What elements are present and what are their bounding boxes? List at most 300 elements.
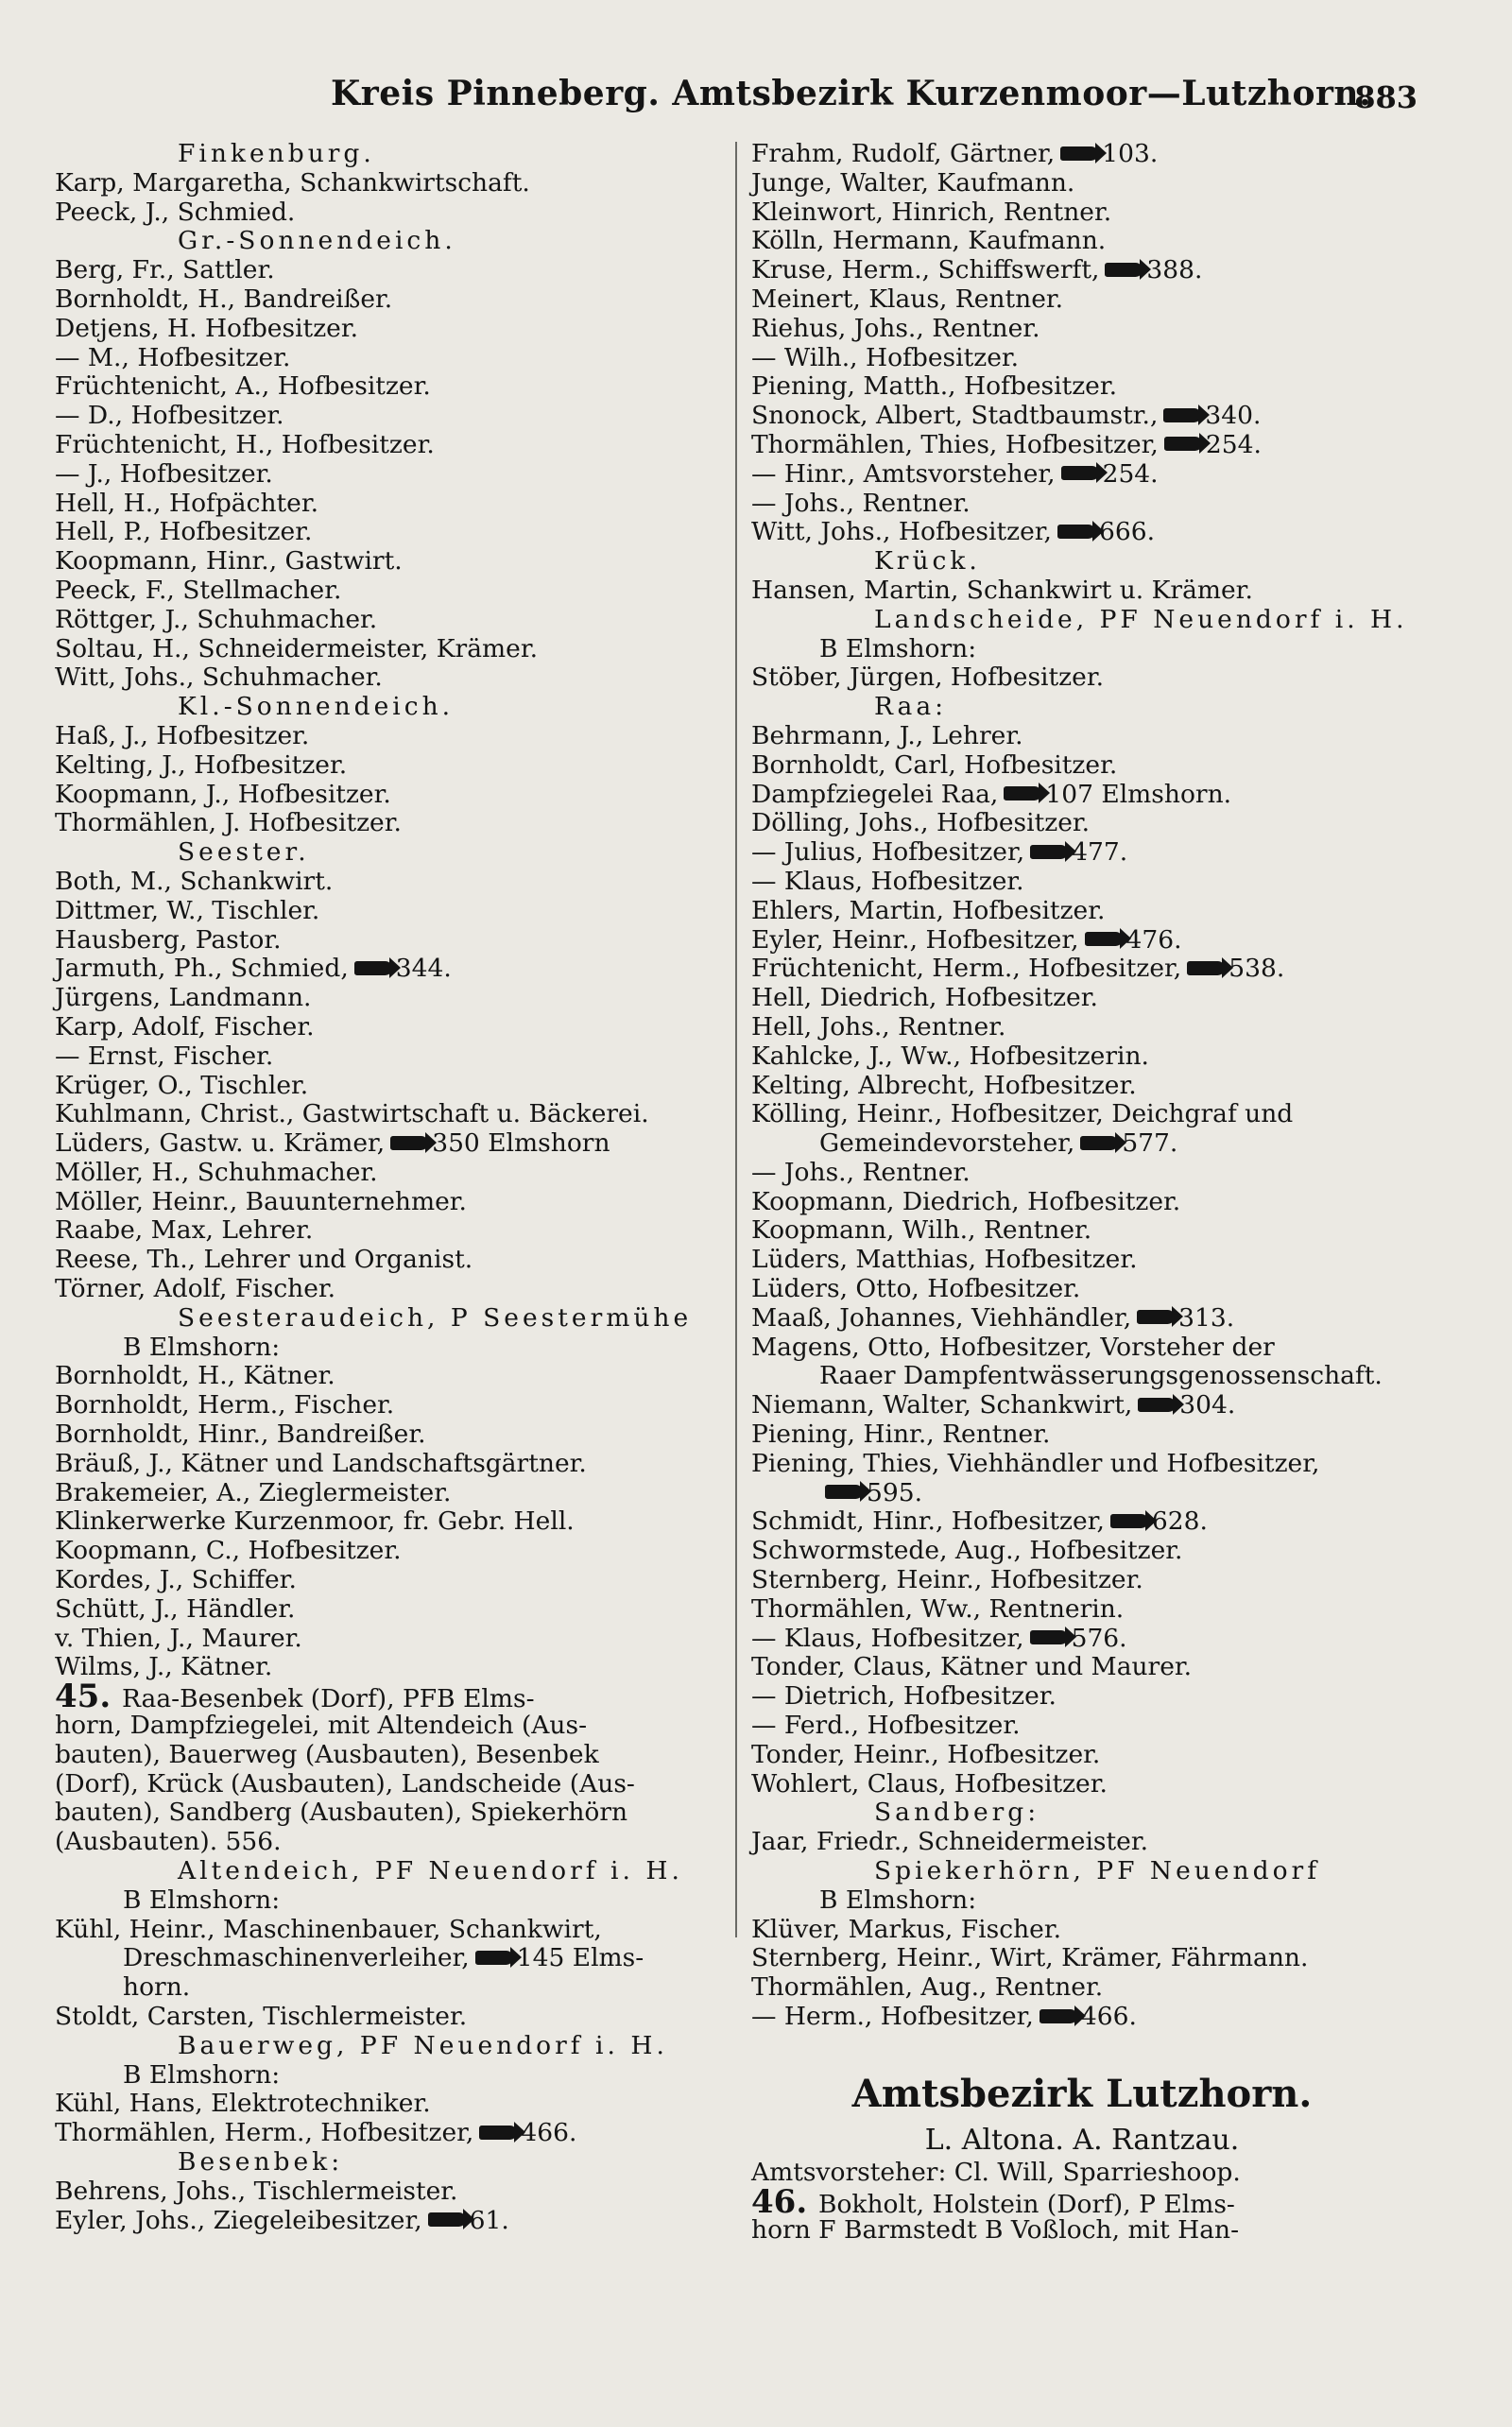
entry-text: Sternberg, Heinr., Wirt, Krämer, Fährmann.	[751, 1943, 1309, 1973]
directory-entry	[55, 635, 707, 664]
telephone-icon	[390, 1136, 428, 1150]
entry-text: Karp, Adolf, Fischer.	[55, 1011, 315, 1041]
directory-entry	[751, 1507, 1413, 1537]
place-heading	[751, 1799, 1413, 1828]
telephone-icon	[1030, 845, 1068, 859]
directory-entry	[751, 722, 1413, 751]
phone-number: 344.	[395, 954, 452, 984]
entry-text: Peeck, F., Stellmacher.	[55, 575, 342, 605]
page-number: 883	[1354, 79, 1418, 115]
entry-text: Kölln, Hermann, Kaufmann.	[751, 226, 1107, 256]
telephone-icon	[354, 961, 392, 975]
entry-text: Berg, Fr., Sattler.	[55, 255, 275, 285]
phone-number: 350 Elmshorn	[432, 1128, 610, 1159]
entry-text: — Ernst, Fischer.	[55, 1041, 274, 1071]
entry-text: Piening, Matth., Hofbesitzer.	[751, 371, 1118, 402]
directory-entry	[55, 1072, 707, 1101]
phone-number: 628.	[1151, 1506, 1208, 1537]
directory-entry	[751, 1741, 1413, 1770]
entry-text: — Wilh., Hofbesitzer.	[751, 342, 1020, 372]
entry-text: Kahlcke, J., Ww., Hofbesitzerin.	[751, 1041, 1149, 1071]
entry-text: Thormählen, J. Hofbesitzer.	[55, 808, 402, 838]
directory-entry	[751, 1973, 1413, 2003]
entry-text: Bornholdt, Herm., Fischer.	[55, 1390, 395, 1420]
entry-text: Stoldt, Carsten, Tischlermeister.	[55, 2002, 468, 2031]
entry-text: Lüders, Gastw. u. Krämer,	[55, 1128, 386, 1159]
directory-entry	[55, 344, 707, 373]
entry-text: Niemann, Walter, Schankwirt,	[751, 1390, 1133, 1420]
directory-entry	[751, 751, 1413, 781]
directory-entry	[55, 490, 707, 519]
entry-text: Hell, Diedrich, Hofbesitzer.	[751, 983, 1098, 1013]
entry-text: Thormählen, Ww., Rentnerin.	[751, 1593, 1125, 1624]
entry-text: Röttger, J., Schuhmacher.	[55, 604, 378, 634]
directory-entry	[751, 1625, 1413, 1654]
entry-text: Besenbek:	[178, 2146, 344, 2177]
phone-number: 466.	[521, 2118, 577, 2148]
entry-text: Schütt, J., Händler.	[55, 1593, 296, 1624]
directory-entry	[751, 285, 1413, 315]
directory-entry	[751, 490, 1413, 519]
entry-text: Klinkerwerke Kurzenmoor, fr. Gebr. Hell.	[55, 1506, 575, 1537]
directory-entry	[55, 518, 707, 547]
place-heading	[751, 693, 1413, 722]
phone-number: 577.	[1122, 1128, 1178, 1159]
entry-text: Piening, Thies, Viehhändler und Hofbesitzer,	[751, 1448, 1320, 1478]
entry-text: Thormählen, Aug., Rentner.	[751, 1972, 1104, 2003]
directory-entry	[751, 198, 1413, 228]
directory-entry	[751, 1042, 1413, 1072]
phone-number: 107 Elmshorn.	[1045, 779, 1232, 809]
entry-text: Karp, Margaretha, Schankwirtschaft.	[55, 167, 530, 198]
directory-entry	[55, 1275, 707, 1304]
telephone-icon	[479, 2126, 517, 2140]
place-heading	[55, 1304, 707, 1334]
directory-entry	[55, 1625, 707, 1654]
directory-entry	[751, 256, 1413, 285]
entry-text: Dampfziegelei Raa,	[751, 779, 999, 809]
telephone-icon	[1187, 961, 1225, 975]
entry-text: — Johs., Rentner.	[751, 488, 971, 518]
directory-entry	[55, 1362, 707, 1391]
phone-number: 304.	[1179, 1390, 1236, 1420]
directory-entry	[751, 1362, 1413, 1391]
entry-text: Koopmann, Diedrich, Hofbesitzer.	[751, 1186, 1181, 1216]
district-number: 46.	[751, 2182, 818, 2221]
directory-entry	[55, 372, 707, 402]
phone-number: 61.	[469, 2205, 509, 2235]
directory-entry	[751, 1828, 1413, 1857]
directory-entry	[55, 1450, 707, 1479]
directory-entry	[55, 2003, 707, 2032]
directory-entry	[751, 1391, 1413, 1420]
directory-entry	[55, 460, 707, 490]
phone-number: 538.	[1228, 954, 1285, 984]
directory-entry	[55, 547, 707, 577]
directory-entry	[55, 169, 707, 198]
entry-text: Kühl, Heinr., Maschinenbauer, Schankwirt,	[55, 1914, 602, 1944]
directory-entry	[751, 1188, 1413, 1217]
directory-entry	[55, 2061, 707, 2091]
directory-entry	[751, 169, 1413, 198]
directory-entry	[751, 315, 1413, 344]
directory-entry	[55, 722, 707, 751]
right-column	[751, 140, 1413, 2246]
directory-entry	[55, 2177, 707, 2207]
directory-entry	[751, 577, 1413, 606]
entry-text: Witt, Johs., Schuhmacher.	[55, 663, 383, 693]
directory-entry	[55, 868, 707, 897]
directory-entry	[751, 1450, 1413, 1479]
entry-text: Hell, P., Hofbesitzer.	[55, 517, 313, 547]
phone-number: 477.	[1072, 837, 1128, 868]
entry-text: Behrmann, J., Lehrer.	[751, 720, 1023, 750]
directory-entry	[751, 955, 1413, 984]
entry-text: Schmidt, Hinr., Hofbesitzer,	[751, 1506, 1105, 1537]
entry-text: Krüger, O., Tischler.	[55, 1070, 309, 1100]
place-heading	[55, 140, 707, 169]
phone-number: 666.	[1098, 517, 1155, 547]
entry-text: Krück.	[874, 546, 981, 577]
directory-entry	[55, 1537, 707, 1566]
entry-text: Früchtenicht, A., Hofbesitzer.	[55, 371, 431, 402]
directory-entry	[55, 663, 707, 693]
directory-entry	[751, 402, 1413, 431]
directory-entry	[751, 663, 1413, 693]
entry-text: Jürgens, Landmann.	[55, 983, 312, 1013]
telephone-icon	[825, 1485, 863, 1499]
entry-text: Tonder, Claus, Kätner und Maurer.	[751, 1652, 1193, 1682]
entry-text: — M., Hofbesitzer.	[55, 342, 291, 372]
entry-text: B Elmshorn:	[123, 1332, 281, 1362]
entry-text: Snonock, Albert, Stadtbaumstr.,	[751, 401, 1159, 431]
entry-text: Witt, Johs., Hofbesitzer,	[751, 517, 1052, 547]
entry-text: Möller, Heinr., Bauunternehmer.	[55, 1186, 467, 1216]
directory-entry	[751, 460, 1413, 490]
entry-text: horn, Dampfziegelei, mit Altendeich (Aus-	[55, 1711, 588, 1741]
directory-entry	[751, 897, 1413, 926]
directory-entry	[751, 1770, 1413, 1799]
phone-number: 388.	[1146, 255, 1203, 285]
directory-entry	[55, 577, 707, 606]
entry-text: B Elmshorn:	[123, 1885, 281, 1915]
entry-text: Detjens, H. Hofbesitzer.	[55, 313, 359, 343]
directory-entry	[751, 1072, 1413, 1101]
entry-text: (Dorf), Krück (Ausbauten), Landscheide (Aus-	[55, 1768, 635, 1799]
entry-text: Raaer Dampfentwässerungsgenossenschaft.	[819, 1361, 1383, 1391]
entry-text: Amtsvorsteher: Cl. Will, Sparrieshoop.	[751, 2157, 1241, 2187]
entry-text: Seester.	[178, 837, 310, 868]
phone-number: 340.	[1205, 401, 1262, 431]
entry-text: — Klaus, Hofbesitzer,	[751, 1623, 1024, 1653]
entry-text: Früchtenicht, Herm., Hofbesitzer,	[751, 954, 1182, 984]
directory-entry	[751, 635, 1413, 664]
entry-text: bauten), Bauerweg (Ausbauten), Besenbek	[55, 1739, 599, 1769]
entry-text: Koopmann, C., Hofbesitzer.	[55, 1536, 402, 1566]
directory-entry	[55, 781, 707, 810]
entry-text: Kruse, Herm., Schiffswerft,	[751, 255, 1100, 285]
entry-text: Thormählen, Herm., Hofbesitzer,	[55, 2118, 474, 2148]
entry-text: — Herm., Hofbesitzer,	[751, 2002, 1034, 2031]
telephone-icon	[1004, 786, 1041, 800]
directory-entry	[55, 1828, 707, 1857]
directory-entry	[55, 198, 707, 228]
entry-text: Törner, Adolf, Fischer.	[55, 1274, 336, 1304]
directory-entry	[751, 518, 1413, 547]
directory-entry	[751, 781, 1413, 810]
telephone-icon	[1105, 263, 1143, 277]
entry-text: Tonder, Heinr., Hofbesitzer.	[751, 1739, 1101, 1769]
entry-text: Kleinwort, Hinrich, Rentner.	[751, 197, 1112, 227]
entry-text: Kl.-Sonnendeich.	[178, 692, 455, 722]
directory-entry	[751, 838, 1413, 868]
directory-entry	[55, 1159, 707, 1188]
directory-entry	[751, 1246, 1413, 1275]
directory-entry	[55, 751, 707, 781]
entry-text: Koopmann, Wilh., Rentner.	[751, 1215, 1092, 1246]
directory-entry	[751, 227, 1413, 256]
directory-entry	[55, 1391, 707, 1420]
directory-entry	[55, 1246, 707, 1275]
telephone-icon	[1085, 932, 1123, 946]
directory-entry	[55, 1420, 707, 1450]
directory-entry	[55, 1770, 707, 1799]
directory-entry	[751, 1479, 1413, 1508]
phone-number: 476.	[1125, 924, 1182, 955]
directory-entry	[751, 1653, 1413, 1682]
entry-text: Peeck, J., Schmied.	[55, 197, 296, 227]
directory-entry	[55, 2207, 707, 2236]
directory-entry	[55, 1334, 707, 1363]
directory-entry	[55, 1712, 707, 1741]
entry-text: Jaar, Friedr., Schneidermeister.	[751, 1827, 1149, 1857]
entry-text: Stöber, Jürgen, Hofbesitzer.	[751, 663, 1104, 693]
entry-text: Dölling, Johs., Hofbesitzer.	[751, 808, 1091, 838]
entry-text: — D., Hofbesitzer.	[55, 401, 284, 431]
entry-text: Lüders, Matthias, Hofbesitzer.	[751, 1245, 1138, 1275]
directory-entry	[751, 1420, 1413, 1450]
section-title	[751, 2066, 1413, 2123]
directory-entry	[751, 1159, 1413, 1188]
entry-text: — Johs., Rentner.	[751, 1157, 971, 1187]
directory-entry	[55, 315, 707, 344]
directory-entry	[751, 1595, 1413, 1625]
entry-text: — J., Hofbesitzer.	[55, 458, 273, 489]
directory-entry	[55, 1595, 707, 1625]
telephone-icon	[428, 2212, 466, 2227]
entry-text: Amtsbezirk Lutzhorn.	[851, 2071, 1313, 2116]
entry-text: Kelting, J., Hofbesitzer.	[55, 749, 348, 780]
telephone-icon	[1137, 1310, 1175, 1324]
directory-entry	[55, 897, 707, 926]
phone-number: 254.	[1102, 458, 1159, 489]
directory-entry	[751, 1334, 1413, 1363]
entry-text: Reese, Th., Lehrer und Organist.	[55, 1245, 473, 1275]
entry-text: horn F Barmstedt B Voßloch, mit Han-	[751, 2215, 1240, 2246]
telephone-icon	[475, 1951, 513, 1965]
telephone-icon	[1057, 525, 1095, 539]
telephone-icon	[1060, 146, 1098, 161]
phone-number: 103.	[1102, 139, 1159, 168]
entry-text: — Klaus, Hofbesitzer.	[751, 866, 1024, 896]
entry-text: Klüver, Markus, Fischer.	[751, 1914, 1062, 1944]
phone-number: 595.	[867, 1477, 923, 1507]
place-heading	[751, 606, 1413, 635]
entry-text: Schwormstede, Aug., Hofbesitzer.	[751, 1536, 1183, 1566]
place-heading	[751, 547, 1413, 577]
entry-text: Bauerweg, PF Neuendorf i. H.	[178, 2030, 668, 2060]
entry-text: Both, M., Schankwirt.	[55, 866, 334, 896]
directory-entry	[55, 955, 707, 984]
entry-text: Hausberg, Pastor.	[55, 924, 282, 955]
entry-text: Kelting, Albrecht, Hofbesitzer.	[751, 1070, 1137, 1100]
directory-entry	[751, 1712, 1413, 1741]
entry-text: Ehlers, Martin, Hofbesitzer.	[751, 895, 1106, 925]
entry-text: Landscheide, PF Neuendorf i. H.	[874, 604, 1408, 634]
directory-entry	[751, 140, 1413, 169]
directory-entry	[55, 1507, 707, 1537]
place-heading	[55, 838, 707, 868]
directory-entry	[55, 984, 707, 1013]
entry-text: Wilms, J., Kätner.	[55, 1652, 273, 1682]
directory-entry	[55, 809, 707, 838]
entry-text: Eyler, Heinr., Hofbesitzer,	[751, 924, 1079, 955]
directory-entry	[55, 1013, 707, 1042]
entry-text: B Elmshorn:	[819, 1885, 977, 1915]
directory-entry	[55, 1886, 707, 1916]
running-title: Kreis Pinneberg. Amtsbezirk Kurzenmoor—Lutzhorn.	[331, 74, 1372, 113]
entry-text: bauten), Sandberg (Ausbauten), Spiekerhörn	[55, 1798, 628, 1828]
section-subtitle	[751, 2123, 1413, 2159]
entry-text: Kölling, Heinr., Hofbesitzer, Deichgraf und	[751, 1099, 1294, 1129]
directory-entry	[751, 1944, 1413, 1973]
place-heading	[55, 2032, 707, 2061]
directory-entry	[751, 2003, 1413, 2032]
entry-text: Bräuß, J., Kätner und Landschaftsgärtner.	[55, 1448, 587, 1478]
entry-text: Hell, Johs., Rentner.	[751, 1011, 1006, 1041]
entry-text: Behrens, Johs., Tischlermeister.	[55, 2176, 458, 2206]
entry-text: Junge, Walter, Kaufmann.	[751, 167, 1075, 198]
entry-text: Spiekerhörn, PF Neuendorf	[874, 1856, 1321, 1886]
entry-text: Brakemeier, A., Zieglermeister.	[55, 1477, 452, 1507]
entry-text: — Julius, Hofbesitzer,	[751, 837, 1025, 868]
entry-text: Früchtenicht, H., Hofbesitzer.	[55, 429, 435, 459]
entry-text: Sternberg, Heinr., Hofbesitzer.	[751, 1565, 1143, 1595]
entry-text: Wohlert, Claus, Hofbesitzer.	[751, 1768, 1108, 1799]
directory-entry	[55, 402, 707, 431]
directory-entry	[751, 1682, 1413, 1712]
entry-text: Koopmann, J., Hofbesitzer.	[55, 779, 391, 809]
entry-text: Soltau, H., Schneidermeister, Krämer.	[55, 633, 539, 663]
entry-text: Gemeindevorsteher,	[819, 1128, 1075, 1159]
entry-text: Altendeich, PF Neuendorf i. H.	[178, 1856, 683, 1886]
district-number: 45.	[55, 1678, 122, 1716]
directory-entry	[55, 1944, 707, 1973]
directory-entry	[55, 1479, 707, 1508]
directory-entry	[55, 1799, 707, 1828]
directory-entry	[751, 2216, 1413, 2246]
left-column	[55, 140, 707, 2235]
directory-entry	[55, 285, 707, 315]
directory-entry	[751, 431, 1413, 460]
entry-text: Eyler, Johs., Ziegeleibesitzer,	[55, 2205, 422, 2235]
directory-entry	[751, 1275, 1413, 1304]
telephone-icon	[1110, 1514, 1148, 1528]
place-heading	[55, 227, 707, 256]
telephone-icon	[1030, 1630, 1068, 1644]
entry-text: Frahm, Rudolf, Gärtner,	[751, 139, 1056, 168]
directory-entry	[55, 1216, 707, 1246]
directory-entry	[751, 1216, 1413, 1246]
phone-number: 576.	[1071, 1623, 1127, 1653]
directory-entry	[55, 1973, 707, 2003]
entry-text: horn.	[123, 1972, 191, 2003]
directory-entry	[55, 1653, 707, 1682]
entry-text: Bornholdt, Carl, Hofbesitzer.	[751, 749, 1118, 780]
telephone-icon	[1061, 466, 1099, 480]
district-entry	[751, 2182, 1413, 2221]
phone-number: 145 Elms-	[516, 1943, 644, 1973]
phone-number: 466.	[1080, 2002, 1137, 2031]
entry-text: Jarmuth, Ph., Schmied,	[55, 954, 349, 984]
place-heading	[55, 693, 707, 722]
place-heading	[55, 1857, 707, 1886]
phone-number: 313.	[1178, 1302, 1235, 1333]
directory-entry	[751, 1566, 1413, 1595]
district-entry	[55, 1678, 707, 1716]
entry-text: Bornholdt, H., Kätner.	[55, 1361, 335, 1391]
place-heading	[55, 2148, 707, 2177]
entry-text: Hansen, Martin, Schankwirt u. Krämer.	[751, 575, 1253, 605]
directory-entry	[751, 1304, 1413, 1334]
entry-text: (Ausbauten). 556.	[55, 1827, 282, 1857]
entry-text: L. Altona. A. Rantzau.	[924, 2123, 1240, 2157]
entry-text: Dreschmaschinenverleiher,	[123, 1943, 470, 1973]
directory-entry	[751, 1886, 1413, 1916]
entry-text: — Ferd., Hofbesitzer.	[751, 1711, 1021, 1741]
telephone-icon	[1040, 2009, 1077, 2023]
entry-text: Bornholdt, H., Bandreißer.	[55, 284, 393, 314]
entry-text: Raa:	[874, 692, 948, 722]
place-heading	[751, 1857, 1413, 1886]
telephone-icon	[1138, 1398, 1176, 1412]
entry-text: Finkenburg.	[178, 139, 375, 168]
directory-entry	[751, 809, 1413, 838]
directory-entry	[55, 1916, 707, 1945]
directory-entry	[55, 256, 707, 285]
directory-entry	[55, 926, 707, 955]
directory-entry	[55, 1042, 707, 1072]
directory-entry	[55, 1188, 707, 1217]
directory-entry	[55, 2119, 707, 2148]
telephone-icon	[1164, 437, 1202, 451]
entry-text: Hell, H., Hofpächter.	[55, 488, 319, 518]
directory-entry	[751, 984, 1413, 1013]
directory-entry	[55, 1129, 707, 1159]
directory-entry	[751, 1537, 1413, 1566]
entry-text: Maaß, Johannes, Viehhändler,	[751, 1302, 1132, 1333]
directory-entry	[55, 2090, 707, 2119]
entry-text: Sandberg:	[874, 1798, 1040, 1828]
entry-text: Haß, J., Hofbesitzer.	[55, 720, 310, 750]
entry-text: Bornholdt, Hinr., Bandreißer.	[55, 1420, 426, 1450]
directory-entry	[751, 1100, 1413, 1129]
directory-entry	[751, 926, 1413, 955]
entry-text: Möller, H., Schuhmacher.	[55, 1157, 378, 1187]
directory-entry	[55, 1741, 707, 1770]
directory-entry	[55, 606, 707, 635]
entry-text: — Dietrich, Hofbesitzer.	[751, 1681, 1057, 1712]
